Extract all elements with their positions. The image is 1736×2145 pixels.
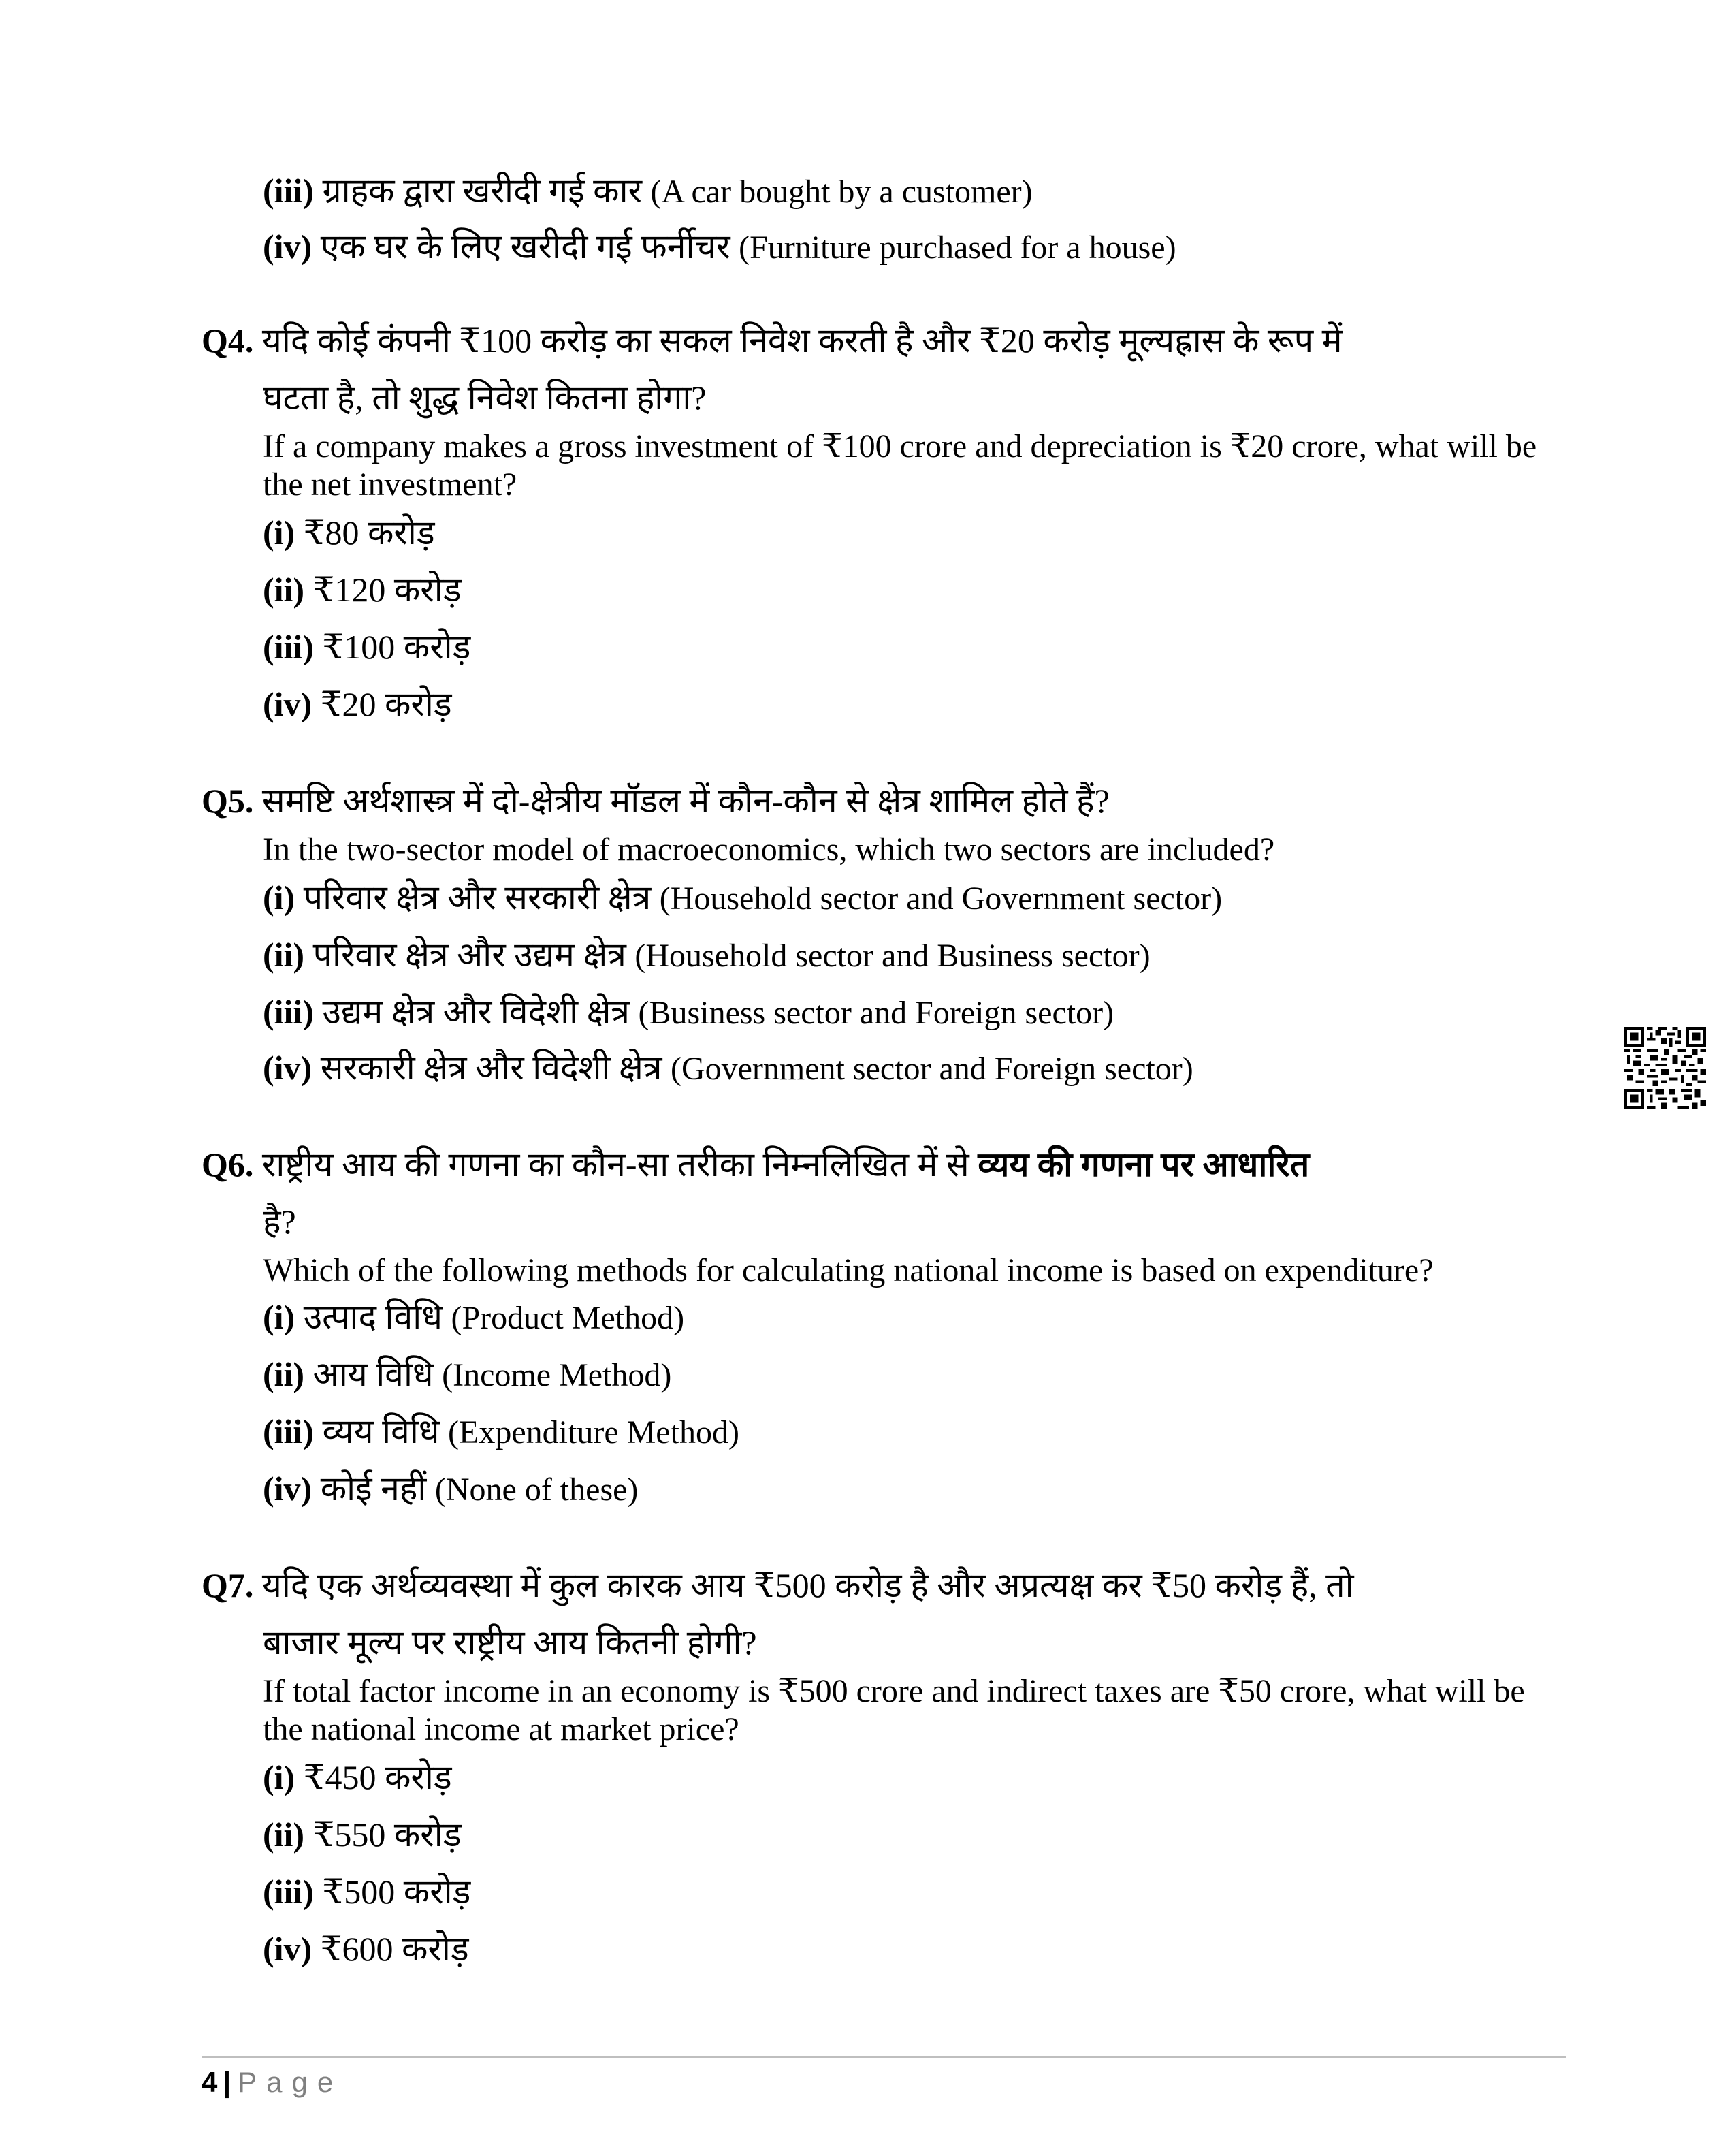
- option-label: (ii): [263, 1355, 305, 1393]
- option-hindi: उद्यम क्षेत्र और विदेशी क्षेत्र: [322, 993, 630, 1031]
- option-english: (Government sector and Foreign sector): [670, 1051, 1193, 1087]
- option-label: (i): [263, 1758, 295, 1796]
- option-label: (iii): [263, 1873, 314, 1911]
- q6-option-iii: [263, 1411, 739, 1452]
- option-label: (iii): [263, 628, 314, 666]
- q5-option-ii: [263, 934, 1151, 975]
- option-english: (Expenditure Method): [448, 1414, 739, 1450]
- question-hindi: समष्टि अर्थशास्त्र में दो-क्षेत्रीय मॉडल में कौन-कौन से क्षेत्र शामिल होते हैं?: [261, 782, 1110, 820]
- q5-option-i: [263, 877, 1222, 918]
- option-text: ₹100 करोड़: [322, 628, 471, 666]
- option-english: (Product Method): [451, 1300, 685, 1336]
- option-label: (iii): [263, 1412, 314, 1450]
- q6-option-i: [263, 1297, 684, 1337]
- q5-option-iii: [263, 991, 1114, 1032]
- q5-option-iv: [263, 1047, 1193, 1088]
- q4-option-i: [263, 512, 435, 553]
- q7-option-iii: [263, 1871, 470, 1912]
- q6-option-ii: [263, 1354, 671, 1395]
- q7-question-line2: बाजार मूल्य पर राष्ट्रीय आय कितनी होगी?: [263, 1623, 757, 1662]
- q6-question-line2: है?: [263, 1203, 296, 1241]
- qr-code-icon: [1624, 1027, 1706, 1109]
- option-text: ₹600 करोड़: [320, 1930, 469, 1968]
- q3-option-iii: [263, 170, 1033, 211]
- option-label: (ii): [263, 936, 305, 974]
- option-label: (i): [263, 513, 295, 552]
- option-label: (i): [263, 1298, 295, 1336]
- option-text: ₹120 करोड़: [312, 571, 462, 609]
- question-number: Q5.: [202, 782, 254, 820]
- option-text: ₹450 करोड़: [303, 1758, 452, 1796]
- q5-question-english: In the two-sector model of macroeconomics, which two sectors are included?: [263, 831, 1275, 868]
- q6-option-iv: [263, 1468, 638, 1509]
- q4-option-iii: [263, 626, 470, 667]
- option-label: (i): [263, 878, 295, 917]
- footer-separator: |: [223, 2066, 231, 2098]
- option-english: (Household sector and Business sector): [634, 938, 1151, 974]
- option-english: (A car bought by a customer): [650, 174, 1033, 210]
- q4-question-english: If a company makes a gross investment of ₹100 crore and depreciation is ₹20 crore, what will be the net investment?: [263, 428, 1537, 503]
- option-hindi: एक घर के लिए खरीदी गई फर्नीचर: [320, 227, 730, 266]
- q4-question-line2: घटता है, तो शुद्ध निवेश कितना होगा?: [263, 379, 707, 417]
- q7-question-english: If total factor income in an economy is ₹500 crore and indirect taxes are ₹50 crore, what will be the national income at market price?: [263, 1673, 1525, 1747]
- q4-option-iv: [263, 684, 452, 725]
- question-hindi: यदि एक अर्थव्यवस्था में कुल कारक आय ₹500 करोड़ है और अप्रत्यक्ष कर ₹50 करोड़ हैं, तो: [261, 1566, 1354, 1604]
- question-hindi: यदि कोई कंपनी ₹100 करोड़ का सकल निवेश करती है और ₹20 करोड़ मूल्यह्रास के रूप में: [261, 321, 1343, 360]
- option-english: (Household sector and Government sector): [659, 880, 1223, 917]
- option-hindi: ग्राहक द्वारा खरीदी गई कार: [322, 172, 642, 210]
- option-hindi: आय विधि: [312, 1355, 434, 1393]
- option-text: ₹20 करोड़: [320, 685, 452, 723]
- q6-question-line1: [202, 1144, 1309, 1185]
- option-label: (ii): [263, 1815, 305, 1854]
- q7-option-i: [263, 1757, 452, 1798]
- option-english: (None of these): [434, 1472, 639, 1508]
- option-label: (iv): [263, 1469, 312, 1508]
- option-label: (iv): [263, 1930, 312, 1968]
- option-label: (iii): [263, 993, 314, 1031]
- option-hindi: परिवार क्षेत्र और सरकारी क्षेत्र: [303, 878, 652, 917]
- q5-question-line1: [202, 780, 1110, 821]
- option-label: (iv): [263, 685, 312, 723]
- option-label: (iii): [263, 172, 314, 210]
- option-english: (Furniture purchased for a house): [739, 229, 1176, 266]
- option-text: ₹550 करोड़: [312, 1815, 462, 1854]
- option-english: (Income Method): [442, 1357, 672, 1393]
- page-word: Page: [238, 2066, 343, 2098]
- option-label: (ii): [263, 571, 305, 609]
- q3-option-iv: [263, 226, 1176, 267]
- option-english: (Business sector and Foreign sector): [638, 995, 1114, 1031]
- footer-divider: [202, 2056, 1566, 2058]
- question-hindi: राष्ट्रीय आय की गणना का कौन-सा तरीका निम्नलिखित में से: [261, 1145, 969, 1183]
- question-number: Q4.: [202, 321, 254, 360]
- option-hindi: परिवार क्षेत्र और उद्यम क्षेत्र: [312, 936, 626, 974]
- page-number: 4: [202, 2066, 218, 2098]
- q4-question-line1: [202, 320, 1343, 361]
- option-label: (iv): [263, 1049, 312, 1087]
- q6-question-english: Which of the following methods for calculating national income is based on expenditure?: [263, 1252, 1434, 1288]
- question-hindi-emphasis: व्यय की गणना पर आधारित: [978, 1145, 1310, 1183]
- option-hindi: कोई नहीं: [320, 1469, 427, 1508]
- question-number: Q6.: [202, 1145, 254, 1183]
- option-text: ₹500 करोड़: [322, 1873, 471, 1911]
- option-label: (iv): [263, 227, 312, 266]
- question-number: Q7.: [202, 1566, 254, 1604]
- option-hindi: व्यय विधि: [322, 1412, 440, 1450]
- page-footer: [202, 2063, 342, 2101]
- q4-option-ii: [263, 569, 461, 610]
- q7-option-iv: [263, 1928, 469, 1969]
- option-text: ₹80 करोड़: [303, 513, 435, 552]
- q7-option-ii: [263, 1814, 461, 1855]
- option-hindi: सरकारी क्षेत्र और विदेशी क्षेत्र: [320, 1049, 662, 1087]
- q7-question-line1: [202, 1565, 1354, 1606]
- option-hindi: उत्पाद विधि: [303, 1298, 443, 1336]
